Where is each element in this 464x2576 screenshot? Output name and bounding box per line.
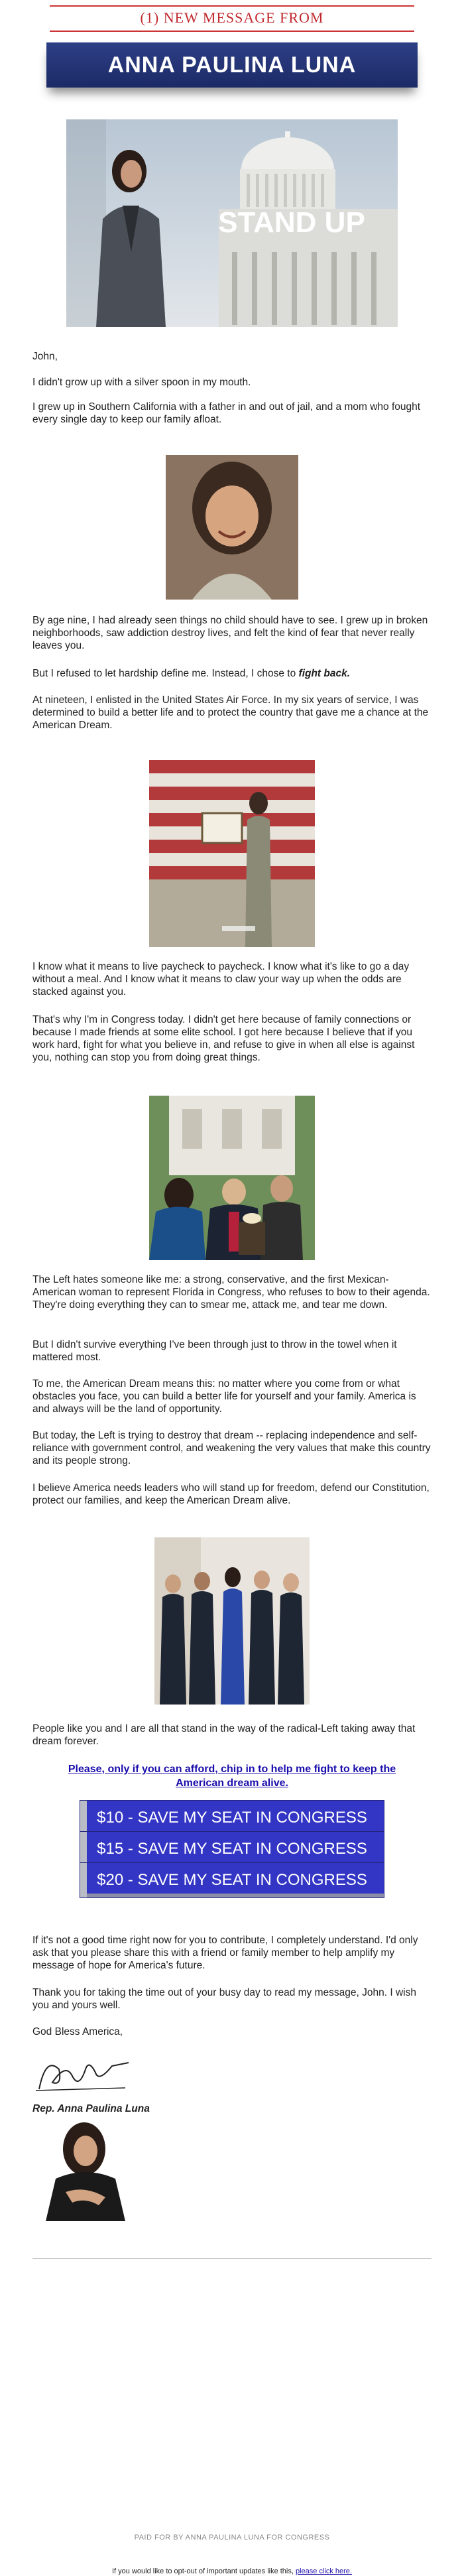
candidate-name-banner [46,42,418,88]
paid-for-disclaimer: PAID FOR BY ANNA PAULINA LUNA FOR CONGRESS [134,2534,330,2542]
paragraph-10: To me, the American Dream means this: no matter where you come from or what obstacles you face, you can build a better life for yourself and your family. America is and always will be the land of opportunity. [32,1378,416,1415]
candidate-name: ANNA PAULINA LUNA [107,52,357,78]
opt-out-line [0,2567,464,2575]
signature-image [32,2049,132,2101]
paragraph-6: I know what it means to live paycheck to paycheck. I know what it's like to go a day without a meal. And I know what it means to claw your way up when the odds are stacked against you. [32,961,410,998]
event-photo [149,1096,315,1260]
donate-15-button[interactable]: $15 - SAVE MY SEAT IN CONGRESS [80,1831,384,1867]
opt-out-link[interactable]: please click here. [295,2567,352,2575]
greeting: John, [32,351,58,362]
air-force-photo [149,760,315,947]
donate-10-button[interactable]: $10 - SAVE MY SEAT IN CONGRESS [80,1800,384,1836]
paragraph-13: People like you and I are all that stand in the way of the radical-Left taking away that dream forever. [32,1723,416,1747]
paragraph-2: I grew up in Southern California with a father in and out of jail, and a mom who fought every single day to keep our family afloat. [32,401,421,425]
donate-cta-link[interactable]: Please, only if you can afford, chip in to help me fight to keep the American dream alive. [68,1764,396,1789]
hero-overlay-text: STAND UP [218,206,365,239]
paragraph-4 [32,667,432,680]
paragraph-9: But I didn't survive everything I've been through just to throw in the towel when it mattered most. [32,1339,397,1363]
closing: God Bless America, [32,2026,123,2037]
fight-back-emphasis: fight back. [298,668,351,679]
paragraph-8: The Left hates someone like me: a strong, conservative, and the first Mexican-American woman to represent Florida in Congress, who refuses to bow to their agenda. They're doing everything they can to smear me, attack me, and tear me down. [32,1274,430,1311]
paragraph-5: At nineteen, I enlisted in the United States Air Force. In my six years of service, I was determined to build a better life and to protect the country that gave me a chance at the American Dream. [32,694,429,731]
paragraph-12: I believe America needs leaders who will stand up for freedom, defend our Constitution, protect our families, and keep the American Dream alive. [32,1482,430,1506]
candidate-portrait [32,2119,132,2221]
donate-20-button[interactable]: $20 - SAVE MY SEAT IN CONGRESS [80,1862,384,1898]
paragraph-15: Thank you for taking the time out of your busy day to read my message, John. I wish you and yours well. [32,1987,416,2011]
paragraph-3: By age nine, I had already seen things no child should have to see. I grew up in broken neighborhoods, saw addiction destroy lives, and felt the kind of fear that never really leaves you. [32,615,428,651]
header-rule-top [50,5,414,7]
paragraph-14: If it's not a good time right now for you to contribute, I completely understand. I'd only ask that you please share this with a friend or family member to help amplify my message of hope for America's future. [32,1935,418,1971]
paragraph-11: But today, the Left is trying to destroy that dream -- replacing independence and self-reliance with government control, and weakening the very values that make this country and its people strong. [32,1430,431,1466]
opt-out-text: If you would like to opt-out of important updates like this, [112,2567,296,2575]
officers-photo [154,1537,310,1705]
header-rule-bottom [50,31,414,32]
signature-name: Rep. Anna Paulina Luna [32,2103,150,2114]
paragraph-7: That's why I'm in Congress today. I didn't get here because of family connections or because I made friends at some elite school. I got here because I believe that if you work hard, fight for what you believe in, and refuse to give in when all else is against you, nothing can stop you from doing great things. [32,1014,415,1063]
footer-divider [32,2258,432,2259]
new-message-label: (1) NEW MESSAGE FROM [140,9,324,26]
childhood-photo [166,455,298,600]
paragraph-1: I didn't grow up with a silver spoon in my mouth. [32,377,251,388]
paragraph-4-text: But I refused to let hardship define me. Instead, I chose to [32,668,299,679]
hero-image [66,119,398,327]
